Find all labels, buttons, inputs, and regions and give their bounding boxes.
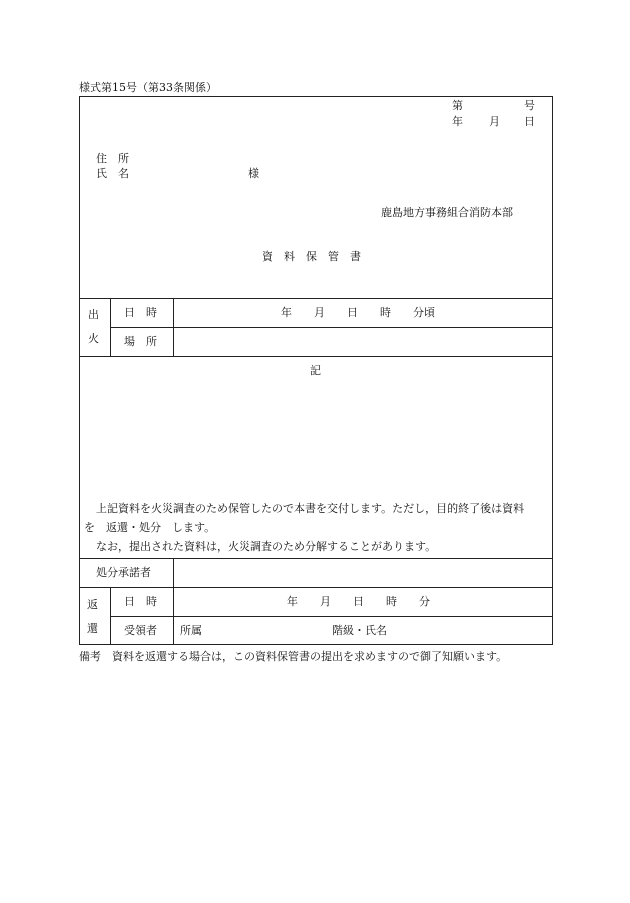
divider-approver-top bbox=[79, 558, 553, 559]
date-day-label: 日 bbox=[524, 115, 535, 128]
document-title: 資料保管書 bbox=[262, 250, 372, 263]
body-text-line1: 上記資料を火災調査のため保管したので本書を交付します。ただし，目的終了後は資料 bbox=[96, 502, 525, 515]
return-datetime-label: 日 時 bbox=[124, 595, 157, 608]
honorific-label: 様 bbox=[248, 167, 259, 180]
receiver-label: 受領者 bbox=[124, 624, 157, 637]
form-number: 様式第15号（第33条関係） bbox=[79, 81, 217, 94]
body-text-line3: なお，提出された資料は，火災調査のため分解することがあります。 bbox=[96, 540, 437, 553]
fire-place-label: 場 所 bbox=[124, 335, 157, 348]
name-label: 氏 名 bbox=[96, 167, 129, 180]
fire-datetime-label: 日 時 bbox=[124, 306, 157, 319]
issuer-name: 鹿島地方事務組合消防本部 bbox=[381, 206, 513, 219]
divider-fire-middle bbox=[110, 327, 553, 328]
return-datetime-value: 年 月 日 時 分 bbox=[287, 595, 430, 608]
affiliation-label: 所属 bbox=[180, 624, 202, 637]
document-number-suffix: 号 bbox=[524, 99, 535, 112]
fire-row-label-2: 火 bbox=[88, 332, 99, 345]
remarks-note: 備考 資料を返還する場合は，この資料保管書の提出を求めますので御了知願います。 bbox=[79, 650, 508, 663]
date-year-label: 年 bbox=[452, 115, 463, 128]
rank-name-label: 階級・氏名 bbox=[332, 624, 387, 637]
address-label: 住 所 bbox=[96, 152, 129, 165]
divider-fire-bottom bbox=[79, 356, 553, 357]
document-number-prefix: 第 bbox=[452, 99, 463, 112]
divider-fire-col1 bbox=[110, 298, 111, 356]
divider-fire-top bbox=[79, 298, 553, 299]
divider-approver-bottom bbox=[79, 587, 553, 588]
record-heading: 記 bbox=[310, 364, 321, 377]
divider-return-middle bbox=[110, 616, 553, 617]
body-text-line2: を 返還・処分 します。 bbox=[84, 521, 216, 534]
divider-lower-col2 bbox=[173, 558, 174, 645]
divider-return-col1 bbox=[110, 587, 111, 645]
approver-label: 処分承諾者 bbox=[96, 566, 151, 579]
fire-row-label-1: 出 bbox=[88, 308, 99, 321]
fire-datetime-value: 年 月 日 時 分頃 bbox=[281, 306, 435, 319]
return-row-label-2: 還 bbox=[87, 622, 98, 635]
date-month-label: 月 bbox=[489, 115, 500, 128]
return-row-label-1: 返 bbox=[87, 598, 98, 611]
divider-fire-col2 bbox=[173, 298, 174, 356]
